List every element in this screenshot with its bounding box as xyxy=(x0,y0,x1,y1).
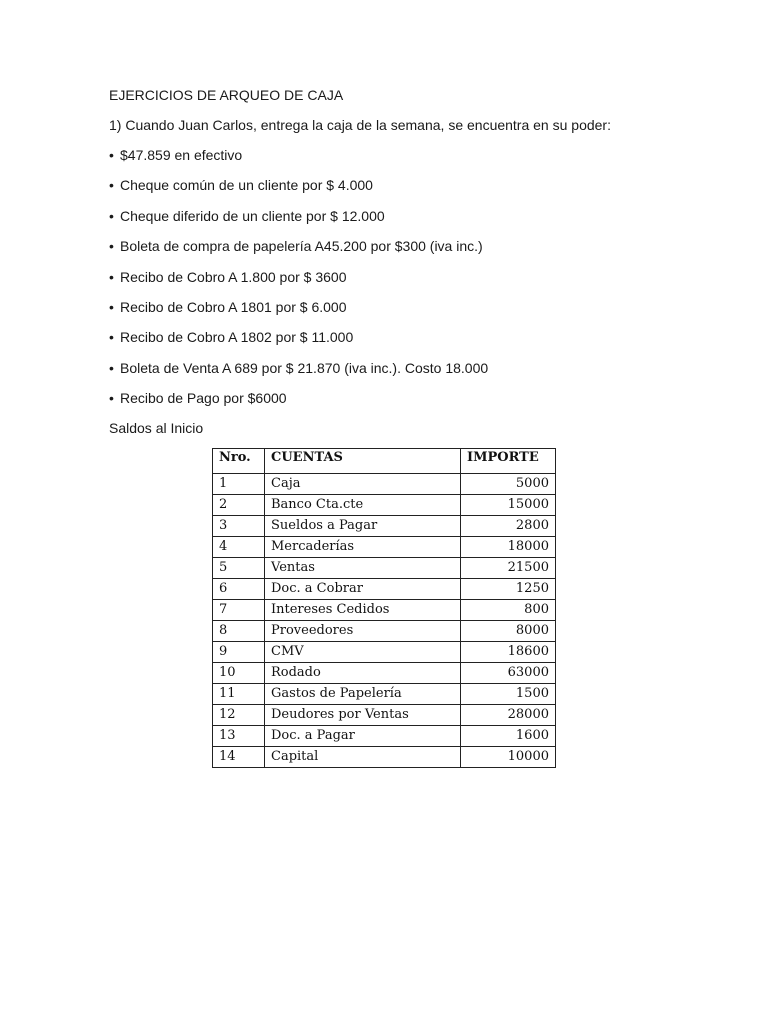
bullet-glyph: • xyxy=(109,299,114,315)
bullet-glyph: • xyxy=(109,269,114,285)
account-amount: 1250 xyxy=(461,579,556,600)
table-caption: Saldos al Inicio xyxy=(109,420,204,436)
table-row xyxy=(213,642,556,663)
bullet-item xyxy=(109,389,287,407)
account-amount: 10000 xyxy=(461,747,556,768)
account-amount: 800 xyxy=(461,600,556,621)
bullet-text: Boleta de compra de papelería A45.200 por $300 (iva inc.) xyxy=(120,238,483,254)
header-importe: IMPORTE xyxy=(461,449,556,474)
bullet-glyph: • xyxy=(109,147,114,163)
account-name: Ventas xyxy=(265,558,461,579)
table-row xyxy=(213,600,556,621)
bullet-glyph: • xyxy=(109,329,114,345)
account-amount: 28000 xyxy=(461,705,556,726)
account-name: Doc. a Cobrar xyxy=(265,579,461,600)
bullet-glyph: • xyxy=(109,177,114,193)
bullet-item xyxy=(109,207,385,225)
table-row xyxy=(213,747,556,768)
account-amount: 1600 xyxy=(461,726,556,747)
table-row xyxy=(213,705,556,726)
table-row xyxy=(213,558,556,579)
bullet-text: Recibo de Pago por $6000 xyxy=(120,390,287,406)
bullet-text: $47.859 en efectivo xyxy=(120,147,243,163)
document-title: EJERCICIOS DE ARQUEO DE CAJA xyxy=(109,87,344,103)
account-name: Mercaderías xyxy=(265,537,461,558)
bullet-item xyxy=(109,298,347,316)
table-row xyxy=(213,537,556,558)
bullet-text: Recibo de Cobro A 1801 por $ 6.000 xyxy=(120,299,347,315)
bullet-item xyxy=(109,176,373,194)
account-amount: 1500 xyxy=(461,684,556,705)
account-name: Doc. a Pagar xyxy=(265,726,461,747)
account-name: Deudores por Ventas xyxy=(265,705,461,726)
bullet-glyph: • xyxy=(109,238,114,254)
row-number: 8 xyxy=(213,621,265,642)
account-amount: 18000 xyxy=(461,537,556,558)
bullet-text: Cheque común de un cliente por $ 4.000 xyxy=(120,177,373,193)
bullet-text: Recibo de Cobro A 1802 por $ 11.000 xyxy=(120,329,354,345)
header-cuentas: CUENTAS xyxy=(265,449,461,474)
account-name: Rodado xyxy=(265,663,461,684)
account-name: Proveedores xyxy=(265,621,461,642)
row-number: 9 xyxy=(213,642,265,663)
row-number: 1 xyxy=(213,474,265,495)
bullet-glyph: • xyxy=(109,360,114,376)
account-name: Gastos de Papelería xyxy=(265,684,461,705)
account-amount: 63000 xyxy=(461,663,556,684)
row-number: 12 xyxy=(213,705,265,726)
row-number: 6 xyxy=(213,579,265,600)
account-name: Caja xyxy=(265,474,461,495)
account-amount: 18600 xyxy=(461,642,556,663)
account-amount: 5000 xyxy=(461,474,556,495)
table-row xyxy=(213,621,556,642)
account-name: Banco Cta.cte xyxy=(265,495,461,516)
account-name: Intereses Cedidos xyxy=(265,600,461,621)
row-number: 13 xyxy=(213,726,265,747)
account-amount: 8000 xyxy=(461,621,556,642)
bullet-text: Boleta de Venta A 689 por $ 21.870 (iva inc.). Costo 18.000 xyxy=(120,360,489,376)
exercise-intro: 1) Cuando Juan Carlos, entrega la caja de la semana, se encuentra en su poder: xyxy=(109,117,611,133)
account-amount: 15000 xyxy=(461,495,556,516)
bullet-glyph: • xyxy=(109,390,114,406)
account-amount: 21500 xyxy=(461,558,556,579)
bullet-item xyxy=(109,146,242,164)
row-number: 14 xyxy=(213,747,265,768)
bullet-item xyxy=(109,237,483,255)
bullet-text: Cheque diferido de un cliente por $ 12.000 xyxy=(120,208,385,224)
table-row xyxy=(213,474,556,495)
row-number: 4 xyxy=(213,537,265,558)
bullet-text: Recibo de Cobro A 1.800 por $ 3600 xyxy=(120,269,347,285)
table-row xyxy=(213,516,556,537)
account-name: Capital xyxy=(265,747,461,768)
bullet-item xyxy=(109,359,488,377)
table-header-row xyxy=(213,449,556,474)
table-row xyxy=(213,495,556,516)
account-name: CMV xyxy=(265,642,461,663)
bullet-item xyxy=(109,328,353,346)
row-number: 3 xyxy=(213,516,265,537)
row-number: 2 xyxy=(213,495,265,516)
row-number: 7 xyxy=(213,600,265,621)
row-number: 5 xyxy=(213,558,265,579)
account-amount: 2800 xyxy=(461,516,556,537)
row-number: 11 xyxy=(213,684,265,705)
account-name: Sueldos a Pagar xyxy=(265,516,461,537)
table-row xyxy=(213,579,556,600)
initial-balances-table xyxy=(212,448,556,768)
table-row xyxy=(213,663,556,684)
table-row xyxy=(213,726,556,747)
header-nro: Nro. xyxy=(213,449,265,474)
bullet-item xyxy=(109,268,347,286)
row-number: 10 xyxy=(213,663,265,684)
table-row xyxy=(213,684,556,705)
bullet-glyph: • xyxy=(109,208,114,224)
